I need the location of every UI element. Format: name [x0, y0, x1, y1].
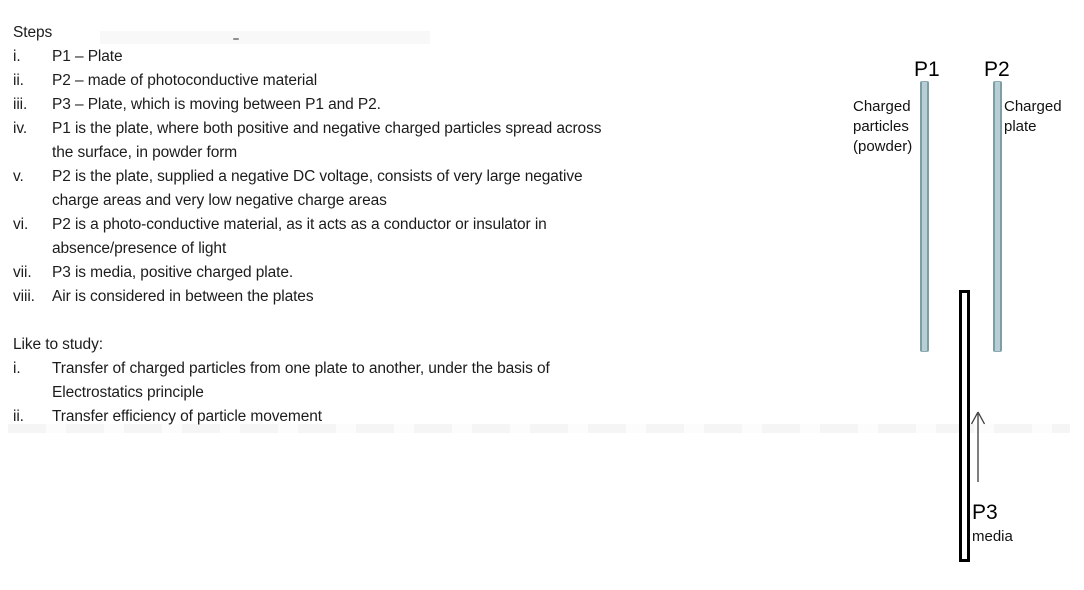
list-text: P1 is the plate, where both positive and negative charged particles spread across	[52, 120, 602, 137]
plate2-caption-line: plate	[1004, 118, 1037, 135]
list-item	[13, 405, 753, 429]
plate2-label: P2	[984, 58, 1010, 81]
list-item-continuation	[13, 237, 753, 261]
plate1-caption-line: (powder)	[853, 138, 913, 155]
list-marker: iii.	[13, 96, 28, 113]
plate1-caption-line: Charged	[853, 98, 911, 115]
list-item	[13, 165, 753, 189]
plate1-label: P1	[914, 58, 940, 81]
list-text: P3 – Plate, which is moving between P1 and P2.	[52, 96, 381, 113]
list-text: Transfer efficiency of particle movement	[52, 408, 322, 425]
list-text: Transfer of charged particles from one plate to another, under the basis of	[52, 360, 550, 377]
plate1-caption-line: particles	[853, 118, 909, 135]
section-gap	[13, 309, 753, 333]
plate2-caption-line: Charged	[1004, 98, 1062, 115]
study-heading: Like to study:	[13, 336, 103, 353]
plate1-bar	[920, 81, 929, 352]
list-text: charge areas and very low negative charge areas	[52, 192, 387, 209]
list-item	[13, 93, 753, 117]
list-marker: vi.	[13, 216, 29, 233]
list-marker: i.	[13, 360, 21, 377]
upward-arrow-icon	[969, 409, 987, 485]
list-marker	[13, 237, 52, 261]
list-marker: iv.	[13, 120, 28, 137]
list-marker: i.	[13, 48, 21, 65]
list-text: P3 is media, positive charged plate.	[52, 264, 294, 281]
plate2-caption	[1004, 97, 1062, 137]
list-item-continuation	[13, 381, 753, 405]
list-text: the surface, in powder form	[52, 144, 238, 161]
list-item	[13, 261, 753, 285]
plate2-bar	[993, 81, 1002, 352]
list-text: Air is considered in between the plates	[52, 288, 314, 305]
list-marker	[13, 189, 52, 213]
list-item	[13, 117, 753, 141]
list-item	[13, 357, 753, 381]
plate3-label: P3	[972, 501, 998, 524]
list-item	[13, 285, 753, 309]
plate3-caption: media	[972, 528, 1013, 545]
list-item	[13, 69, 753, 93]
list-text: Electrostatics principle	[52, 384, 204, 401]
list-marker: viii.	[13, 288, 35, 305]
list-text: absence/presence of light	[52, 240, 227, 257]
list-marker	[13, 381, 52, 405]
list-item	[13, 213, 753, 237]
list-text: P1 – Plate	[52, 48, 123, 65]
list-marker: vii.	[13, 264, 32, 281]
notes-text-block	[13, 21, 753, 429]
plate1-caption	[853, 97, 912, 157]
list-marker: ii.	[13, 408, 24, 425]
list-text: P2 – made of photoconductive material	[52, 72, 318, 89]
list-item-continuation	[13, 141, 753, 165]
steps-heading: Steps	[13, 24, 53, 41]
list-item	[13, 45, 753, 69]
list-marker	[13, 141, 52, 165]
list-text: P2 is the plate, supplied a negative DC voltage, consists of very large negative	[52, 168, 583, 185]
list-marker: v.	[13, 168, 24, 185]
list-marker: ii.	[13, 72, 24, 89]
list-item-continuation	[13, 189, 753, 213]
list-text: P2 is a photo-conductive material, as it acts as a conductor or insulator in	[52, 216, 547, 233]
